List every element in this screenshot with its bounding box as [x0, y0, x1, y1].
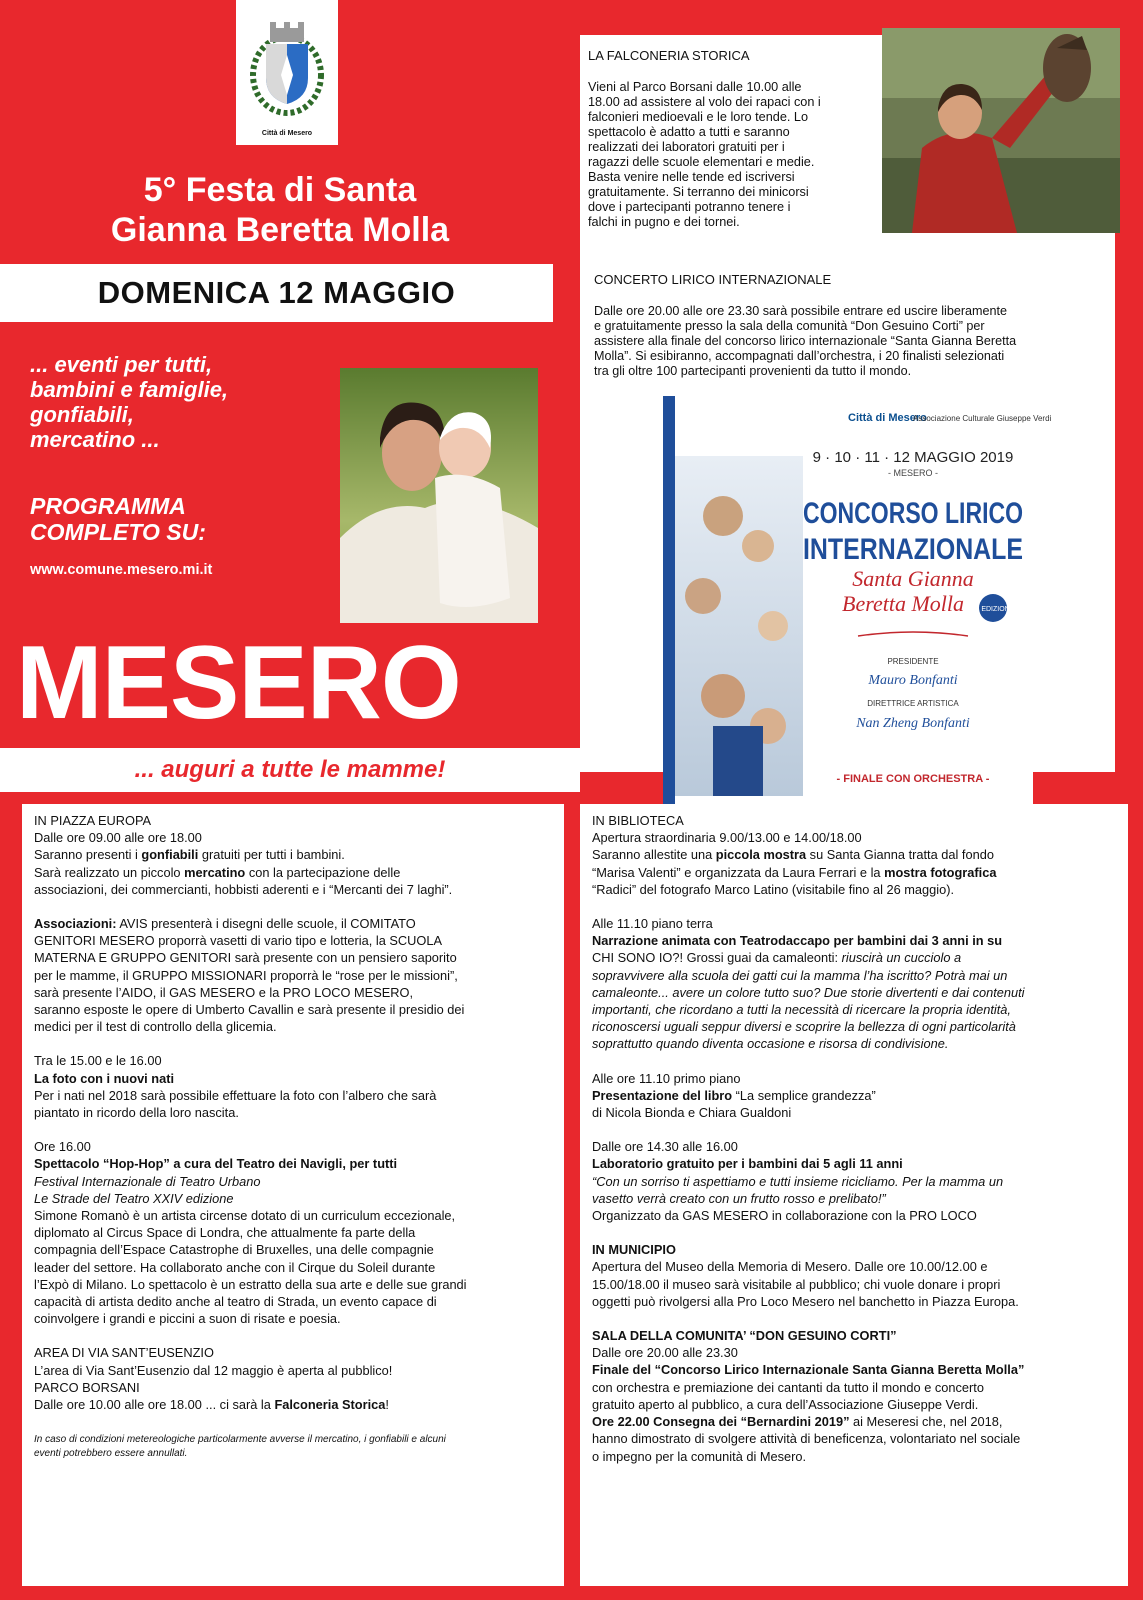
program-line: PROGRAMMA [30, 493, 186, 519]
text-line: Molla”. Si esibiranno, accompagnati dall’orchestra, i 20 finalisti selezionati [594, 349, 1005, 363]
text-span: Presentazione del libro [592, 1087, 733, 1103]
text-span: riuscirà un cucciolo a [841, 950, 962, 966]
event-date: DOMENICA 12 MAGGIO [97, 275, 456, 310]
events-summary [30, 352, 330, 452]
text-span: mostra fotografica [884, 864, 997, 880]
poster-edition: 4a EDIZIONE [971, 606, 1015, 613]
crest-icon [236, 0, 338, 125]
events-line: mercatino ... [30, 427, 160, 452]
events-line: bambini e famiglie, [30, 377, 229, 402]
text-line: Apertura del Museo della Memoria di Mesero. Dalle ore 10.00/12.00 e [592, 1259, 988, 1275]
text-span: mercatino [184, 864, 246, 880]
section-title: Narrazione animata con Teatrodaccapo per bambini dai 3 anni in su [592, 933, 1003, 949]
concerto-title: CONCERTO LIRICO INTERNAZIONALE [594, 272, 832, 287]
poster-title-line1: CONCORSO LIRICO [803, 497, 1023, 530]
weather-note: In caso di condizioni metereologiche particolarmente avverse il mercatino, i gonfiabili e alcuni [34, 1434, 446, 1446]
text-line: Festival Internazionale di Teatro Urbano [34, 1173, 261, 1189]
text-line: o impegno per la comunità di Mesero. [592, 1448, 807, 1464]
text-line [34, 864, 552, 881]
section-title: IN PIAZZA EUROPA [34, 813, 152, 828]
text-line: l’Expò di Milano. Lo spettacolo è un estratto della sua arte e delle sue grandi [34, 1276, 467, 1292]
poster-dir-label: DIRETTRICE ARTISTICA [867, 699, 959, 708]
text-line: riconoscersi uguali seppur diversi e scoprire la bellezza di ogni particolarità [592, 1019, 1016, 1035]
text-line: per le mamme, il GRUPPO MISSIONARI proporrà le “rose per le missioni”, [34, 967, 458, 983]
text-line: 15.00/18.00 il museo sarà visitabile al pubblico; chi vuole donare i propri [592, 1276, 1001, 1292]
poster-title-line2: INTERNAZIONALE [803, 533, 1023, 566]
concerto-body [594, 304, 1109, 379]
festa-title-line2: Gianna Beretta Molla [110, 211, 450, 249]
text-line: Dalle ore 20.00 alle ore 23.30 sarà possibile entrare ed uscire liberamente [594, 304, 1008, 318]
poster-logo-city: Città di Mesero [848, 412, 927, 424]
town-name: MESERO [16, 625, 461, 741]
text-line: gratuitamente. Si terranno dei minicorsi [588, 185, 809, 199]
section-title: SALA DELLA COMUNITA’ “DON GESUINO CORTI” [592, 1328, 897, 1344]
section-time: Alle ore 11.10 primo piano [592, 1070, 741, 1086]
right-program-column [580, 804, 1128, 1586]
text-line: 18.00 ad assistere al volo dei rapaci con i [588, 95, 821, 109]
text-line: realizzati dei laboratori gratuiti per i [588, 140, 785, 154]
text-line: “Radici” del fotografo Marco Latino (visitabile fino al 26 maggio). [592, 881, 955, 897]
text-line: MATERNA E GRUPPO GENITORI sarà presente con un pensiero saporito [34, 950, 457, 966]
text-span: CHI SONO IO?! Grossi guai da camaleonti: [592, 950, 842, 966]
text-line: dove i partecipanti potranno tenere i [588, 200, 791, 214]
text-span: con la partecipazione delle [245, 864, 401, 880]
text-span: piccola mostra [715, 847, 807, 863]
events-line: gonfiabili, [30, 402, 134, 427]
text-line: capacità di artista dedito anche al teatro di Strada, un evento capace di [34, 1294, 437, 1310]
text-span: ! [385, 1397, 389, 1413]
text-span: Saranno allestite una [592, 847, 716, 863]
poster-finale: - FINALE CON ORCHESTRA - [836, 773, 990, 785]
section-time: Dalle ore 09.00 alle ore 18.00 [34, 830, 202, 846]
weather-note: eventi potrebbero essere annullati. [34, 1448, 188, 1460]
poster-script-line2: Beretta Molla [842, 591, 964, 616]
text-line: hanno dimostrato di svolgere attività di beneficenza, volontariato nel sociale [592, 1431, 1021, 1447]
text-line: sopravvivere alla scuola dei gatti cui la mamma l’ha iscritto? Potrà mai un [592, 967, 1008, 983]
text-line: importanti, che ricordano a tutti la necessità di ricercare la propria identità, [592, 1002, 1011, 1018]
text-span: gonfiabili [141, 847, 199, 863]
text-line: “Con un sorriso ti aspettiamo e tutti insieme ricicliamo. Per la mamma un [592, 1173, 1004, 1189]
text-line: assistere alla finale del concorso lirico internazionale “Santa Gianna Beretta [594, 334, 1017, 348]
text-line: di Nicola Bionda e Chiara Gualdoni [592, 1105, 792, 1121]
falconeria-title: LA FALCONERIA STORICA [588, 48, 750, 63]
text-line [592, 1087, 1116, 1104]
program-line: COMPLETO SU: [30, 519, 206, 545]
text-line: ragazzi delle scuole elementari e medie. [588, 155, 815, 169]
text-line: falchi in pugno e dei tornei. [588, 215, 740, 229]
right-info-panel [580, 35, 1115, 785]
poster-script-line1: Santa Gianna [852, 566, 974, 591]
text-line: coinvolgere i grandi e piccini a suon di risate e poesia. [34, 1311, 341, 1327]
concorso-poster [663, 396, 1052, 846]
text-span: “La semplice grandezza” [732, 1087, 876, 1103]
text-line [592, 864, 1116, 881]
text-line: piantato in ricordo della loro nascita. [34, 1105, 239, 1121]
saint-mother-photo [340, 368, 538, 623]
poster-dir-name: Nan Zheng Bonfanti [856, 716, 970, 731]
text-line: Vieni al Parco Borsani dalle 10.00 alle [588, 80, 802, 94]
text-line: spettacolo è adatto a tutti e saranno [588, 125, 790, 139]
left-program-column [22, 804, 564, 1586]
text-line [592, 846, 1116, 863]
text-span: ai Meseresi che, nel 2018, [849, 1414, 1003, 1430]
text-span: Associazioni: [34, 916, 117, 932]
text-line: falconieri medioevali e le loro tende. Lo [588, 110, 809, 124]
crest-label: Città di Mesero [261, 130, 313, 137]
section-title: La foto con i nuovi nati [34, 1070, 175, 1086]
text-line [592, 1413, 1116, 1430]
town-crest [236, 0, 338, 145]
section-time: Tra le 15.00 e le 16.00 [34, 1053, 162, 1069]
text-span: Saranno presenti i [34, 847, 142, 863]
text-line: tra gli oltre 100 partecipanti provenienti da tutto il mondo. [594, 364, 912, 378]
text-line: Organizzato da GAS MESERO in collaborazione con la PRO LOCO [592, 1208, 977, 1224]
section-time: Apertura straordinaria 9.00/13.00 e 14.00/18.00 [592, 830, 862, 846]
section-time: Alle 11.10 piano terra [592, 916, 713, 932]
text-span: su Santa Gianna tratta dal fondo [806, 847, 994, 863]
section-time: Dalle ore 20.00 alle 23.30 [592, 1345, 738, 1361]
greeting-text: ... auguri a tutte le mamme! [134, 756, 446, 783]
text-span: Ore 22.00 Consegna dei “Bernardini 2019” [592, 1414, 850, 1430]
text-line: leader del settore. Ha collaborato anche con il Cirque du Soleil durante [34, 1259, 436, 1275]
section-time: Ore 16.00 [34, 1139, 91, 1155]
text-span: Sarà realizzato un piccolo [34, 864, 185, 880]
text-line: Le Strade del Teatro XXIV edizione [34, 1190, 234, 1206]
text-span: Dalle ore 10.00 alle ore 18.00 ... ci sarà la [34, 1397, 275, 1413]
text-span: Falconeria Storica [274, 1397, 386, 1413]
text-line: L’area di Via Sant’Eusenzio dal 12 maggio è aperta al pubblico! [34, 1362, 393, 1378]
text-line [34, 1396, 552, 1413]
text-line: con orchestra e premiazione dei cantanti da tutto il mondo e concerto [592, 1379, 984, 1395]
text-line: diplomato al Circus Space di Londra, che attualmente fa parte della [34, 1225, 416, 1241]
poster-pres-name: Mauro Bonfanti [868, 673, 958, 688]
text-line: Per i nati nel 2018 sarà possibile effettuare la foto con l’albero che sarà [34, 1087, 437, 1103]
text-line: Simone Romanò è un artista circense dotato di un curriculum eccezionale, [34, 1208, 456, 1224]
text-line: gratuito aperto al pubblico, a cura dell’Associazione Giuseppe Verdi. [592, 1396, 979, 1412]
text-line: Finale del “Concorso Lirico Internazionale Santa Gianna Beretta Molla” [592, 1362, 1025, 1378]
text-line: saranno esposte le opere di Umberto Cavallin e sarà presente il presidio dei [34, 1002, 465, 1018]
text-span: gratuiti per tutti i bambini. [198, 847, 345, 863]
section-time: Dalle ore 14.30 alle 16.00 [592, 1139, 738, 1155]
text-line [34, 915, 552, 932]
text-line: associazioni, dei commercianti, hobbisti aderenti e i “Mercanti dei 7 laghi”. [34, 881, 453, 897]
text-line: Basta venire nelle tende ed iscriversi [588, 170, 795, 184]
date-banner [0, 264, 553, 322]
poster-logo-assoc: Associazione Culturale Giuseppe Verdi [913, 414, 1052, 423]
text-line [592, 949, 1116, 966]
text-line: soprattutto quando diventa occasione e risorsa di condivisione. [592, 1036, 949, 1052]
text-line: GENITORI MESERO proporrà vasetti di vario tipo e lotteria, la SCUOLA [34, 933, 442, 949]
falconer-photo [882, 28, 1120, 233]
text-line: oggetti può rivolgersi alla Pro Loco Mesero nel banchetto in Piazza Europa. [592, 1293, 1019, 1309]
text-span: “Marisa Valenti” e organizzata da Laura Ferrari e la [592, 864, 885, 880]
text-line [34, 846, 552, 863]
text-line: vasetto verrà creato con un frutto rosso e prelibato!” [592, 1190, 886, 1206]
festa-title-line1: 5° Festa di Santa [143, 171, 417, 209]
festa-title [0, 170, 560, 250]
text-line: compagnia dell’Espace Catastrophe di Bruxelles, una delle compagnie [34, 1242, 434, 1258]
text-line: sarà presente l’AIDO, il GAS MESERO e la PRO LOCO MESERO, [34, 984, 414, 1000]
section-title: Laboratorio gratuito per i bambini dai 5 agli 11 anni [592, 1156, 903, 1172]
section-title: Spettacolo “Hop-Hop” a cura del Teatro dei Navigli, per tutti [34, 1156, 398, 1172]
poster-pres-label: PRESIDENTE [887, 657, 939, 666]
website-link[interactable]: www.comune.mesero.mi.it [30, 562, 213, 578]
section-title: AREA DI VIA SANT’EUSENZIO [34, 1345, 214, 1361]
falconeria-body [588, 80, 878, 230]
text-line: camaleonte... avere un colore tutto suo? Due storie divertenti e dai contenuti [592, 984, 1025, 1000]
text-span: AVIS presenterà i disegni delle scuole, il COMITATO [116, 916, 416, 932]
text-line: e gratuitamente presso la sala della comunità “Don Gesuino Corti” per [594, 319, 985, 333]
poster-place: - MESERO - [887, 468, 939, 478]
poster-dates: 9 · 10 · 11 · 12 MAGGIO 2019 [812, 449, 1014, 466]
program-heading [30, 493, 350, 545]
text-line: medici per il test di controllo della glicemia. [34, 1019, 277, 1035]
section-title: PARCO BORSANI [34, 1379, 140, 1395]
greeting-banner [0, 748, 580, 792]
section-title: IN MUNICIPIO [592, 1242, 676, 1258]
section-title: IN BIBLIOTECA [592, 813, 684, 828]
events-line: ... eventi per tutti, [30, 352, 213, 377]
